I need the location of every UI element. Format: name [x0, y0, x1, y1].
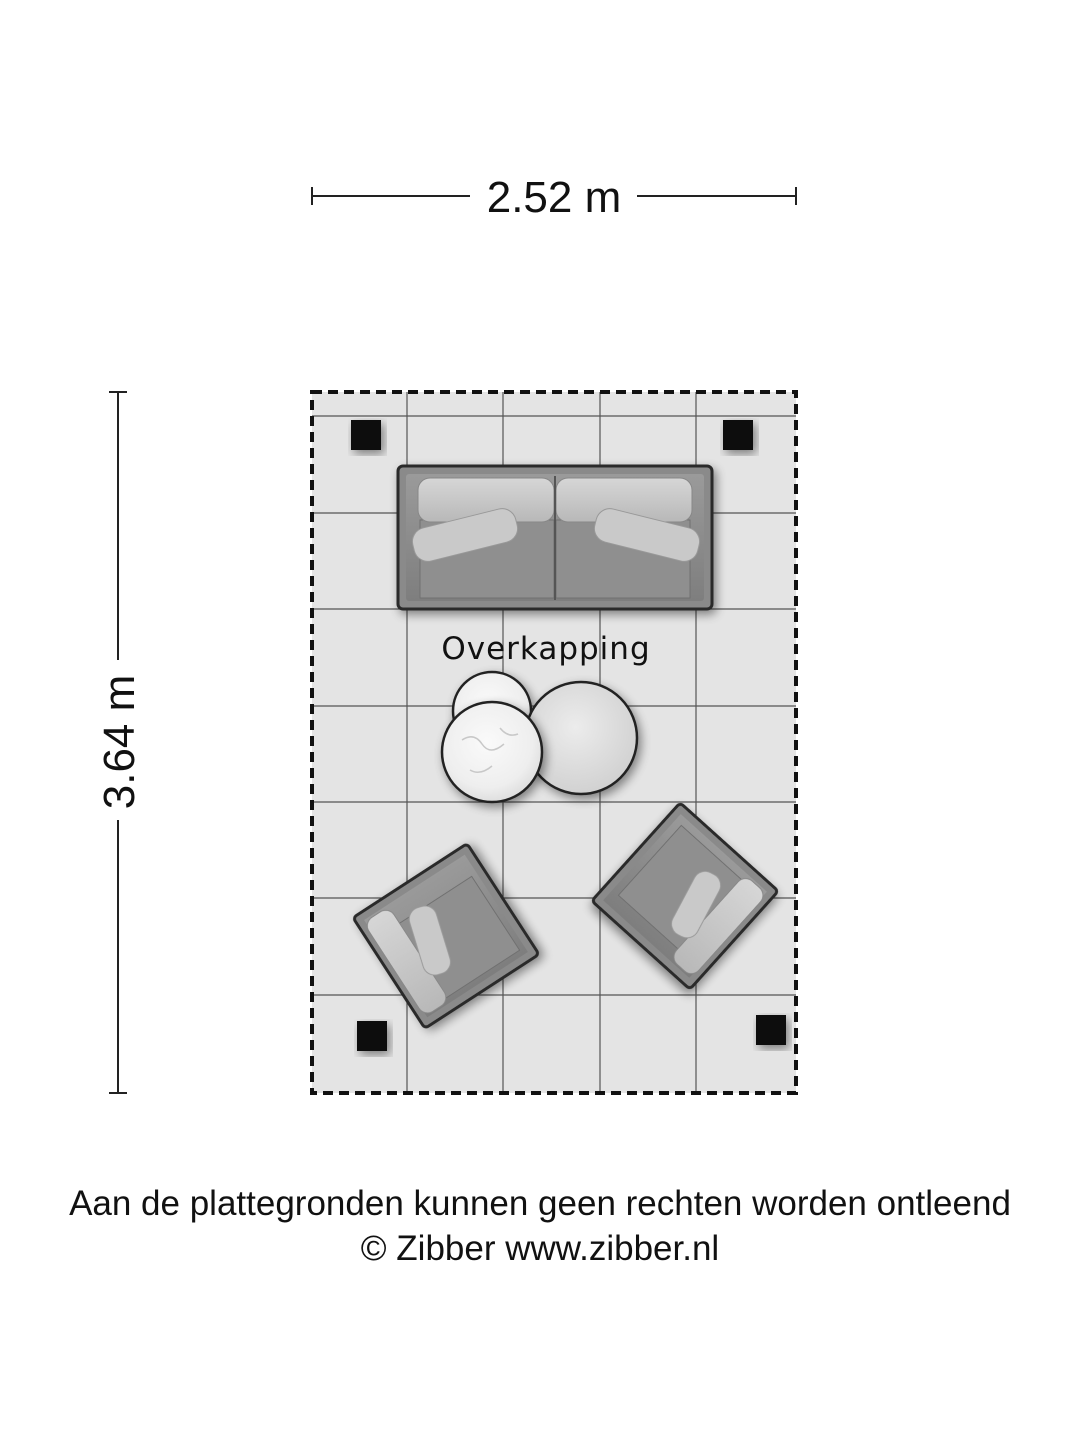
width-label: 2.52 m	[486, 173, 622, 222]
side-table	[442, 702, 542, 802]
copyright-text: © Zibber www.zibber.nl	[360, 1229, 720, 1268]
coffee-table	[525, 682, 637, 794]
height-label: 3.64 m	[95, 674, 144, 810]
post	[351, 420, 381, 450]
post	[357, 1021, 387, 1051]
height-dimension	[95, 392, 144, 1093]
sofa	[398, 466, 712, 609]
width-dimension	[312, 173, 796, 222]
room-name: Overkapping	[441, 631, 651, 667]
post	[723, 420, 753, 450]
disclaimer-text: Aan de plattegronden kunnen geen rechten worden ontleend	[69, 1184, 1011, 1223]
post	[756, 1015, 786, 1045]
